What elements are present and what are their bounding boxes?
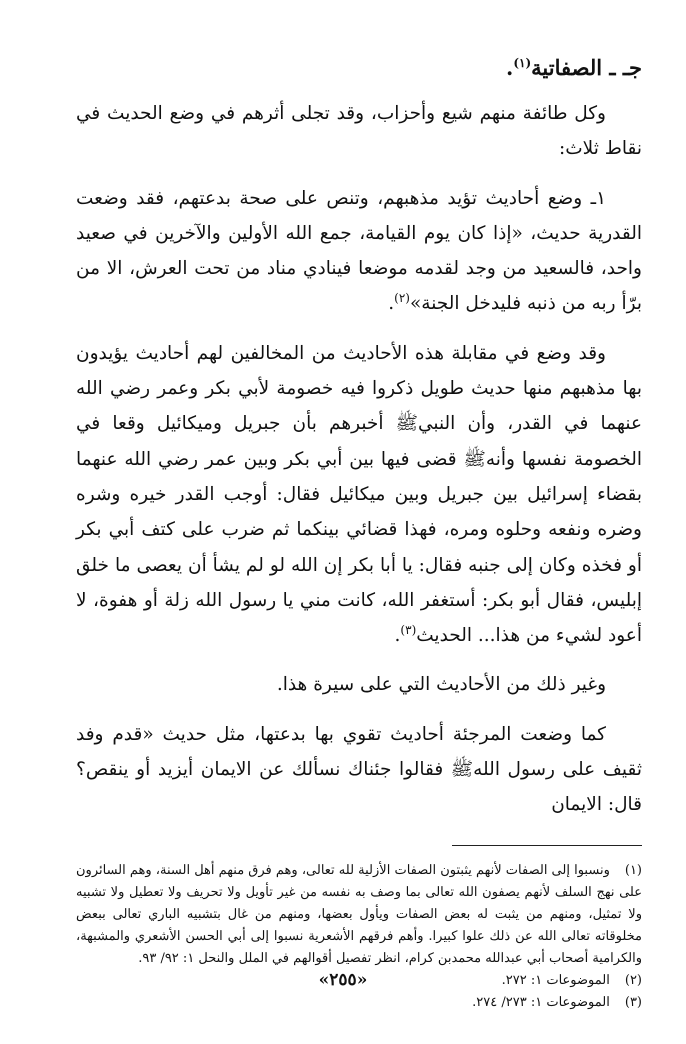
paragraph-qadariyya: ١ـ وضع أحاديث تؤيد مذهبهم، وتنص على صحة بدعتهم، فقد وضعت القدرية حديث، «إذا كان يوم القيامة، جمع الله الأولين والآخرين في صعيد واحد، فالسعيد من وجد لقدمه موضعا فينادي مناد من تحت العرش، الا من برّأ ربه من ذنبه فليدخل الجنة»$^{(٢)}$. bbox=[76, 187, 642, 315]
paragraph-intro: وكل طائفة منهم شيع وأحزاب، وقد تجلى أثرهم في وضع الحديث في نقاط ثلاث: bbox=[76, 103, 642, 160]
footnote-ref-3[interactable]: (٣) bbox=[400, 623, 417, 637]
document-page bbox=[76, 50, 642, 1014]
footnote-divider bbox=[452, 845, 642, 846]
section-title: الصفاتية bbox=[531, 55, 603, 80]
footnote-text-1: ونسبوا إلى الصفات لأنهم يثبتون الصفات الأزلية لله تعالى، وهم فرق منهم أهل السنة، وهم السائرون على نهج السلف لأنهم يصفون الله تعالى بما وصف به نفسه من غير تأويل ولا تحريف ولا تعطيل ولا تشبيه ولا تمثيل، ومنهم من يثبت له بعض الصفات ويأول بعضها، ومنهم من غال بتشبيه الباري تعالى ببعض مخلوقاته تعالى الله عن ذلك علوا كبيرا. وأهم فرقهم الأشعرية نسبوا إلى أبي الحسن الأشعري والمشبهة، والكرامية أصحاب أبي عبدالله محمدبن كرام، انظر تفصيل أقوالهم في الملل والنحل ١: ٩٢/ ٩٣. bbox=[76, 862, 642, 966]
footnote-text-2: الموضوعات ١: ٢٧٢. bbox=[501, 972, 610, 988]
footnote-number-3: (٣) bbox=[624, 994, 642, 1010]
footnote-1 bbox=[76, 860, 642, 970]
paragraph-other: وغير ذلك من الأحاديث التي على سيرة هذا. bbox=[276, 674, 606, 696]
footnote-number-2: (٢) bbox=[624, 972, 642, 988]
section-heading: جـ ـ الصفاتية$^{(١)}$. bbox=[506, 55, 642, 80]
footnote-ref-1[interactable]: (١) bbox=[513, 56, 532, 70]
footnote-number-1: (١) bbox=[624, 862, 642, 878]
paragraph-opponents: وقد وضع في مقابلة هذه الأحاديث من المخالفين لهم أحاديث يؤيدون بها مذهبهم منها حديث طويل ذكروا فيه خصومة لأبي بكر وعمر رضي الله عنهما في القدر، وأن النبيﷺ أخبرهم بأن جبريل وميكائيل وقعا في الخصومة نفسها وأنهﷺ قضى فيها بين أبي بكر وبين عمر رضي الله عنهما بقضاء إسرائيل بين جبريل وبين ميكائيل فقال: أوجب القدر خيره وشره وضره ونفعه وحلوه ومره، فهذا قضائي بينكما ثم ضرب على كتف أبي بكر أو فخذه وكان إلى جنبه فقال: يا أبا بكر إن الله لو لم يشأ أن يعصى ما خلق إبليس، فقال أبو بكر: أستغفر الله، كانت مني يا رسول الله زلة أو هفوة، لا أعود لشيء من هذا... الحديث$^{(٣)}$. bbox=[76, 342, 642, 647]
page-number: «٢٥٥» bbox=[318, 970, 368, 990]
footnote-3 bbox=[76, 992, 642, 1014]
footnote-ref-2[interactable]: (٢) bbox=[394, 291, 410, 306]
footnote-text-3: الموضوعات ١: ٢٧٣/ ٢٧٤. bbox=[472, 994, 610, 1010]
section-marker: جـ ـ bbox=[609, 55, 642, 80]
paragraph-murjia: كما وضعت المرجئة أحاديث تقوي بها بدعتها، مثل حديث «قدم وفد ثقيف على رسول اللهﷺ فقالوا جئناك نسألك عن الايمان أيزيد أو ينقص؟ قال: الايمان bbox=[76, 723, 642, 816]
